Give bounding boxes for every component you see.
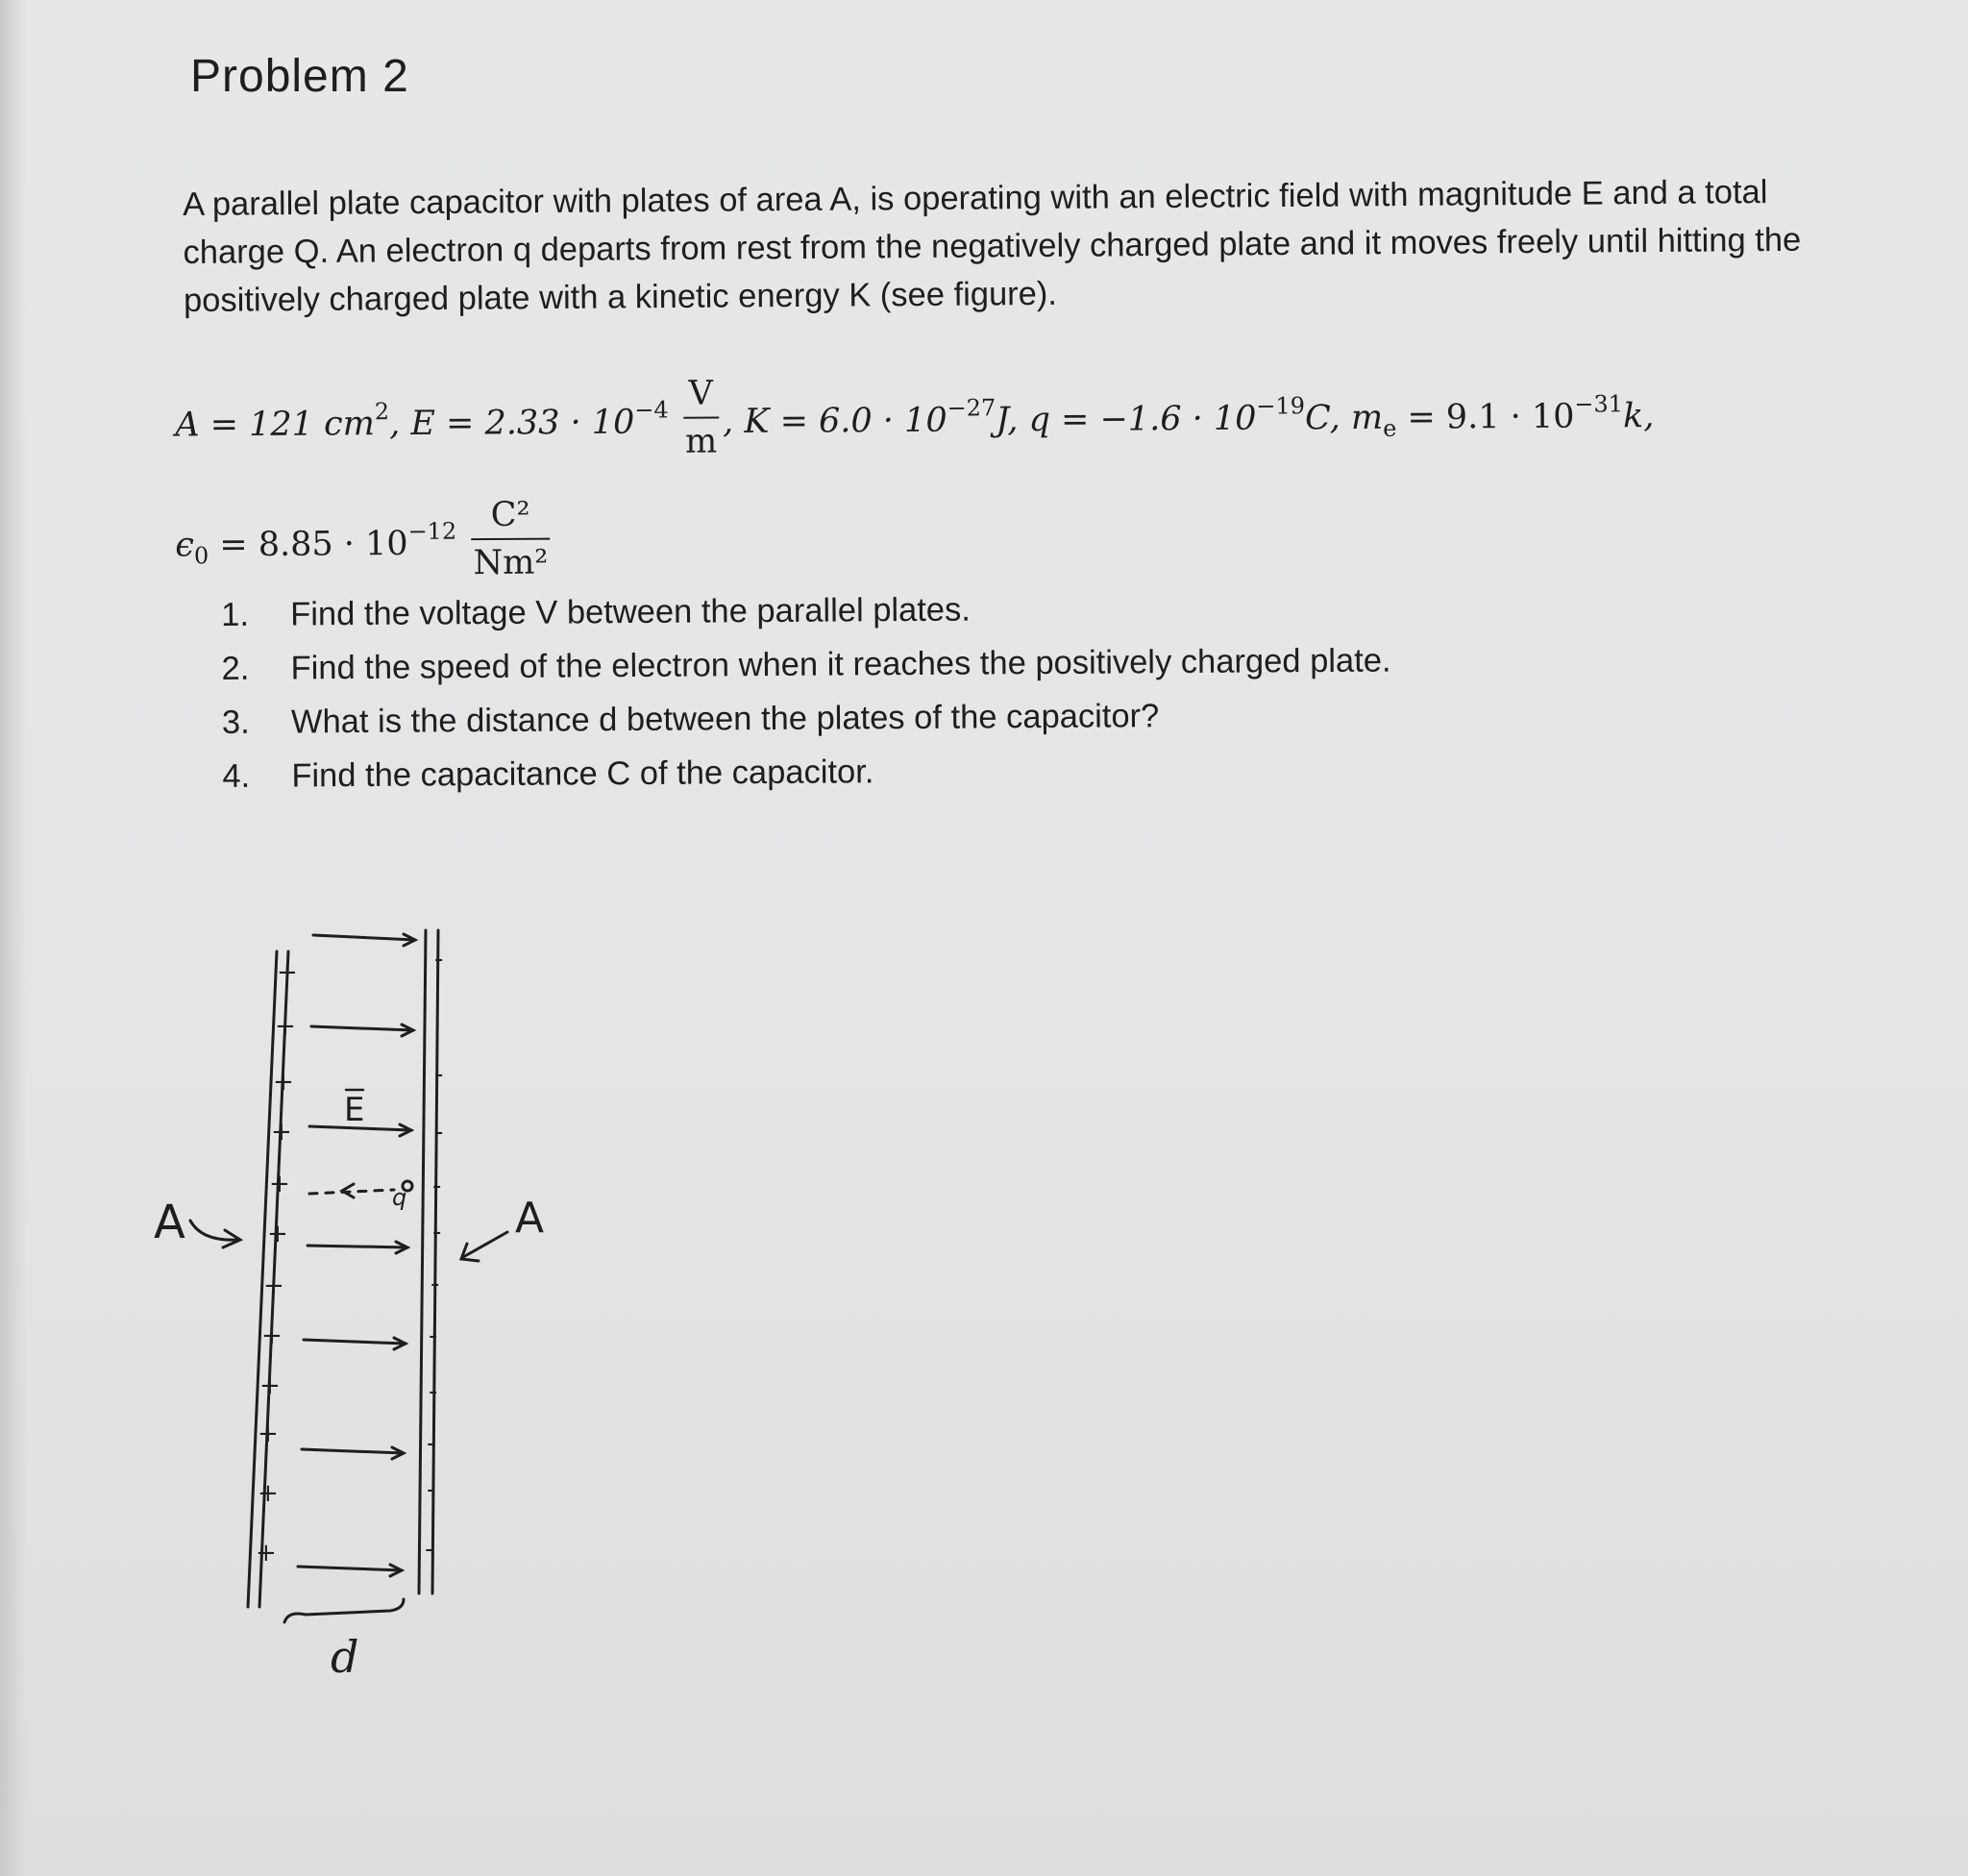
question-text: What is the distance d between the plates of the capacitor? xyxy=(290,698,1160,741)
minus-sign: - xyxy=(425,1535,434,1564)
question-number: 1. xyxy=(221,596,250,633)
plus-sign: + xyxy=(258,1479,279,1508)
plus-sign: + xyxy=(273,1068,294,1097)
right-area-arrow xyxy=(463,1232,507,1257)
plus-sign: + xyxy=(261,1321,283,1350)
question-text: Find the voltage V between the parallel plates. xyxy=(290,591,972,633)
distance-label: d xyxy=(331,1631,359,1683)
field-value: , E = 2.33 · 10 xyxy=(389,403,635,444)
minus-sign: - xyxy=(429,1321,438,1350)
left-area-arrow xyxy=(190,1221,238,1240)
minus-sign: - xyxy=(434,945,444,974)
electron-mass-exponent: −31 xyxy=(1574,390,1624,418)
electron-mass-value: = 9.1 · 10 xyxy=(1396,397,1575,437)
problem-statement: A parallel plate capacitor with plates of area A, is operating with an electric field with magnitude E and a total charge Q. An electron q departs from rest from the negatively charged plate and it moves freely until hitting the positively charged plate with a kinetic energy K (see figure). xyxy=(183,174,1802,319)
field-line xyxy=(302,1449,404,1453)
minus-sign: - xyxy=(427,1475,436,1504)
electron-path xyxy=(309,1190,394,1194)
kinetic-energy-exponent: −27 xyxy=(947,394,996,422)
plus-sign: + xyxy=(275,1012,296,1041)
field-line xyxy=(304,1340,406,1344)
field-lines xyxy=(298,934,415,1576)
minus-sign: - xyxy=(429,1377,438,1406)
question-text: Find the speed of the electron when it reaches the positively charged plate. xyxy=(290,642,1391,687)
problem-title: Problem 2 xyxy=(190,51,409,102)
electron-mass-label: C, m xyxy=(1304,398,1384,438)
field-label: E xyxy=(344,1091,365,1129)
minus-sign: - xyxy=(432,1172,442,1200)
minus-sign: - xyxy=(434,1118,444,1147)
charge-value: J, q = −1.6 · 10 xyxy=(996,399,1257,440)
charge-label: q xyxy=(392,1184,407,1211)
permittivity-unit-denominator: Nm² xyxy=(473,543,549,583)
negative-plate-inner-line xyxy=(419,930,426,1593)
question-text: Find the capacitance C of the capacitor. xyxy=(291,753,874,795)
question-number: 4. xyxy=(222,757,251,795)
permittivity-exponent: −12 xyxy=(407,517,457,546)
field-line xyxy=(311,1026,413,1030)
plus-sign: + xyxy=(269,1170,290,1198)
plus-sign: + xyxy=(271,1118,292,1147)
kinetic-energy-value: , K = 6.0 · 10 xyxy=(722,401,947,442)
area-exponent: 2 xyxy=(374,398,390,426)
field-line xyxy=(308,1246,407,1247)
question-number: 2. xyxy=(221,650,250,687)
left-area-label: A xyxy=(154,1196,185,1249)
field-unit-numerator: V xyxy=(683,371,720,419)
question-number: 3. xyxy=(221,704,250,741)
minus-sign: - xyxy=(432,1218,442,1247)
electron-mass-subscript: e xyxy=(1383,414,1397,442)
plus-sign: + xyxy=(259,1371,281,1400)
minus-sign: - xyxy=(430,1270,440,1298)
permittivity-symbol: ϵ xyxy=(175,526,195,565)
minus-sign: - xyxy=(434,1060,444,1089)
plus-sign: + xyxy=(263,1271,284,1300)
distance-bracket xyxy=(284,1599,404,1622)
field-line xyxy=(313,935,415,940)
charge-exponent: −19 xyxy=(1256,392,1306,420)
permittivity-unit-numerator: C² xyxy=(471,492,550,540)
plus-sign: + xyxy=(277,958,298,987)
area-value: A = 121 cm xyxy=(175,405,375,445)
field-unit-denominator: m xyxy=(684,422,718,461)
minus-sign: - xyxy=(427,1429,436,1458)
plus-sign: + xyxy=(267,1220,288,1248)
permittivity-subscript: 0 xyxy=(193,542,209,570)
field-line xyxy=(298,1567,402,1570)
permittivity-value: = 8.85 · 10 xyxy=(209,525,408,565)
electron-mass-unit: k, xyxy=(1622,397,1655,436)
right-area-label: A xyxy=(515,1194,545,1243)
plus-sign: + xyxy=(256,1539,277,1567)
field-exponent: −4 xyxy=(634,396,669,424)
plus-sign: + xyxy=(258,1419,279,1448)
